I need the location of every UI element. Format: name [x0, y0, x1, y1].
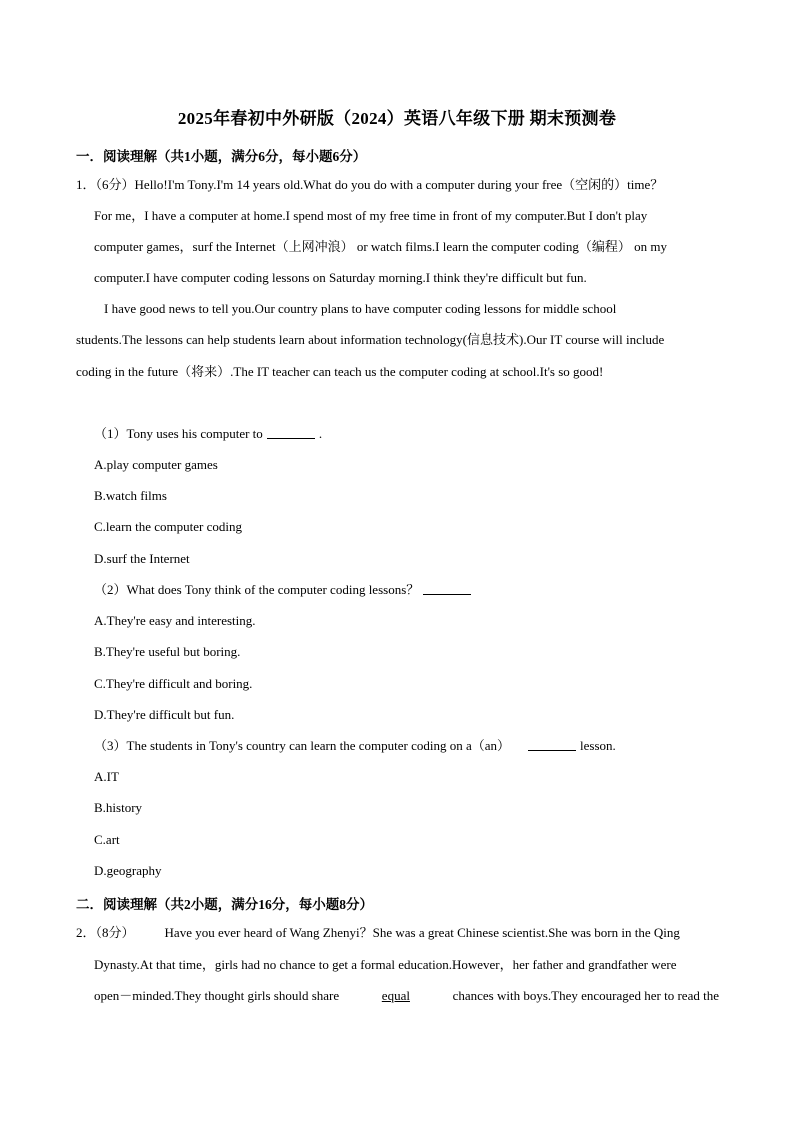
question-score: （8分）: [95, 925, 135, 940]
option-3b: B.history: [94, 800, 143, 815]
passage-1-line-5: I have good news to tell you.Our country plans to have computer coding lessons for middle school: [104, 301, 617, 316]
passage-1-line-6: students.The lessons can help students learn about information technology(信息技术).Our IT course will include: [76, 332, 665, 347]
option-3d: D.geography: [94, 863, 162, 878]
passage-1-line-1: [76, 177, 719, 193]
question-3-stem: （3）The students in Tony's country can learn the computer coding on a（an） lesson.: [94, 738, 616, 753]
passage-text: Hello!I'm Tony.I'm 14 years old.What do you do with a computer during your free（空闲的）time？: [134, 177, 664, 192]
passage-2-line-1: [76, 925, 680, 941]
question-2-stem: （2）What does Tony think of the computer coding lessons？: [94, 582, 475, 598]
question-score: （6分）: [95, 177, 135, 192]
question-1-stem: （1）Tony uses his computer to .: [94, 426, 323, 441]
answer-blank[interactable]: [267, 426, 315, 439]
answer-blank[interactable]: [528, 738, 576, 751]
option-1b: B.watch films: [94, 488, 167, 503]
option-3a: A.IT: [94, 769, 119, 784]
passage-1-line-3: computer games，surf the Internet（上网冲浪） or watch films.I learn the computer coding（编程） on my: [94, 239, 667, 254]
option-2c: C.They're difficult and boring.: [94, 676, 253, 691]
option-2a: A.They're easy and interesting.: [94, 613, 256, 628]
passage-2-line-3: open－minded.They thought girls should share equal chances with boys.They encouraged her to read the: [94, 988, 719, 1003]
passage-1-line-4: computer.I have computer coding lessons on Saturday morning.I think they're difficult but fun.: [94, 270, 587, 285]
passage-1-line-2: For me，I have a computer at home.I spend most of my free time in front of my computer.But I don't play: [94, 208, 648, 223]
passage-1-line-7: coding in the future（将来）.The IT teacher can teach us the computer coding at school.It's so good!: [76, 364, 604, 379]
option-1a: A.play computer games: [94, 457, 218, 472]
section-1-heading: 一．阅读理解（共1小题，满分6分，每小题6分）: [76, 149, 367, 164]
underlined-word: equal: [381, 988, 410, 1003]
page-title: 2025年春初中外研版（2024）英语八年级下册 期末预测卷: [177, 109, 617, 128]
passage-text: Have you ever heard of Wang Zhenyi？She was a great Chinese scientist.She was born in the Qing: [164, 925, 680, 940]
option-2b: B.They're useful but boring.: [94, 644, 241, 659]
question-number: 2．: [76, 925, 96, 940]
option-1d: D.surf the Internet: [94, 551, 190, 566]
question-number: 1．: [76, 177, 96, 192]
option-3c: C.art: [94, 832, 120, 847]
passage-2-line-2: Dynasty.At that time，girls had no chance to get a formal education.However，her father and grandfather were: [94, 957, 677, 972]
option-2d: D.They're difficult but fun.: [94, 707, 235, 722]
option-1c: C.learn the computer coding: [94, 519, 243, 534]
section-2-heading: 二．阅读理解（共2小题，满分16分，每小题8分）: [76, 897, 373, 912]
answer-blank[interactable]: [423, 582, 471, 595]
